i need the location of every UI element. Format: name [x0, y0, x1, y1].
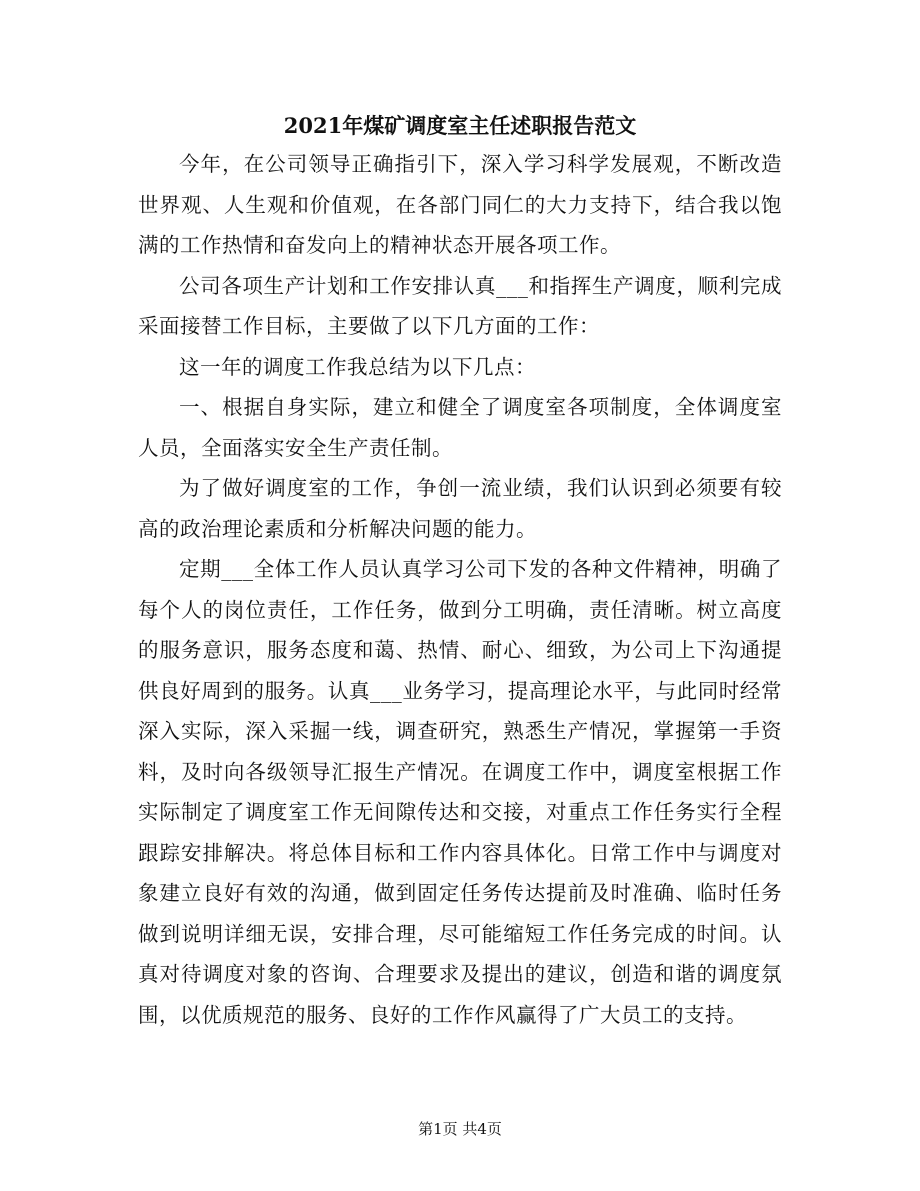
paragraph-3: 这一年的调度工作我总结为以下几点：	[179, 354, 536, 379]
paragraph-4: 一、根据自身实际，建立和健全了调度室各项制度，全体调度室人员，全面落实安全生产责任制。	[138, 395, 782, 460]
paragraph-5: 为了做好调度室的工作，争创一流业绩，我们认识到必须要有较高的政治理论素质和分析解决问题的能力。	[138, 476, 782, 541]
paragraph-6: 定期___全体工作人员认真学习公司下发的各种文件精神，明确了每个人的岗位责任，工作任务，做到分工明确，责任清晰。树立高度的服务意识，服务态度和蔼、热情、耐心、细致，为公司上下沟通提供良好周到的服务。认真___业务学习，提高理论水平，与此同时经常深入实际，深入采掘一线，调查研究，熟悉生产情况，掌握第一手资料，及时向各级领导汇报生产情况。在调度工作中，调度室根据工作实际制定了调度室工作无间隙传达和交接，对重点工作任务实行全程跟踪安排解决。将总体目标和工作内容具体化。日常工作中与调度对象建立良好有效的沟通，做到固定任务传达提前及时准确、临时任务做到说明详细无误，安排合理，尽可能缩短工作任务完成的时间。认真对待调度对象的咨询、合理要求及提出的建议，创造和谐的调度氛围，以优质规范的服务、良好的工作作风赢得了广大员工的支持。	[138, 557, 782, 1027]
document-body	[138, 144, 782, 1035]
paragraph-2: 公司各项生产计划和工作安排认真___和指挥生产调度，顺利完成采面接替工作目标，主要做了以下几方面的工作：	[138, 273, 782, 338]
paragraph-1: 今年，在公司领导正确指引下，深入学习科学发展观，不断改造世界观、人生观和价值观，在各部门同仁的大力支持下，结合我以饱满的工作热情和奋发向上的精神状态开展各项工作。	[138, 152, 782, 257]
document-title: 2021年煤矿调度室主任述职报告范文	[283, 113, 637, 138]
page-number-footer: 第1页 共4页	[418, 1120, 502, 1138]
